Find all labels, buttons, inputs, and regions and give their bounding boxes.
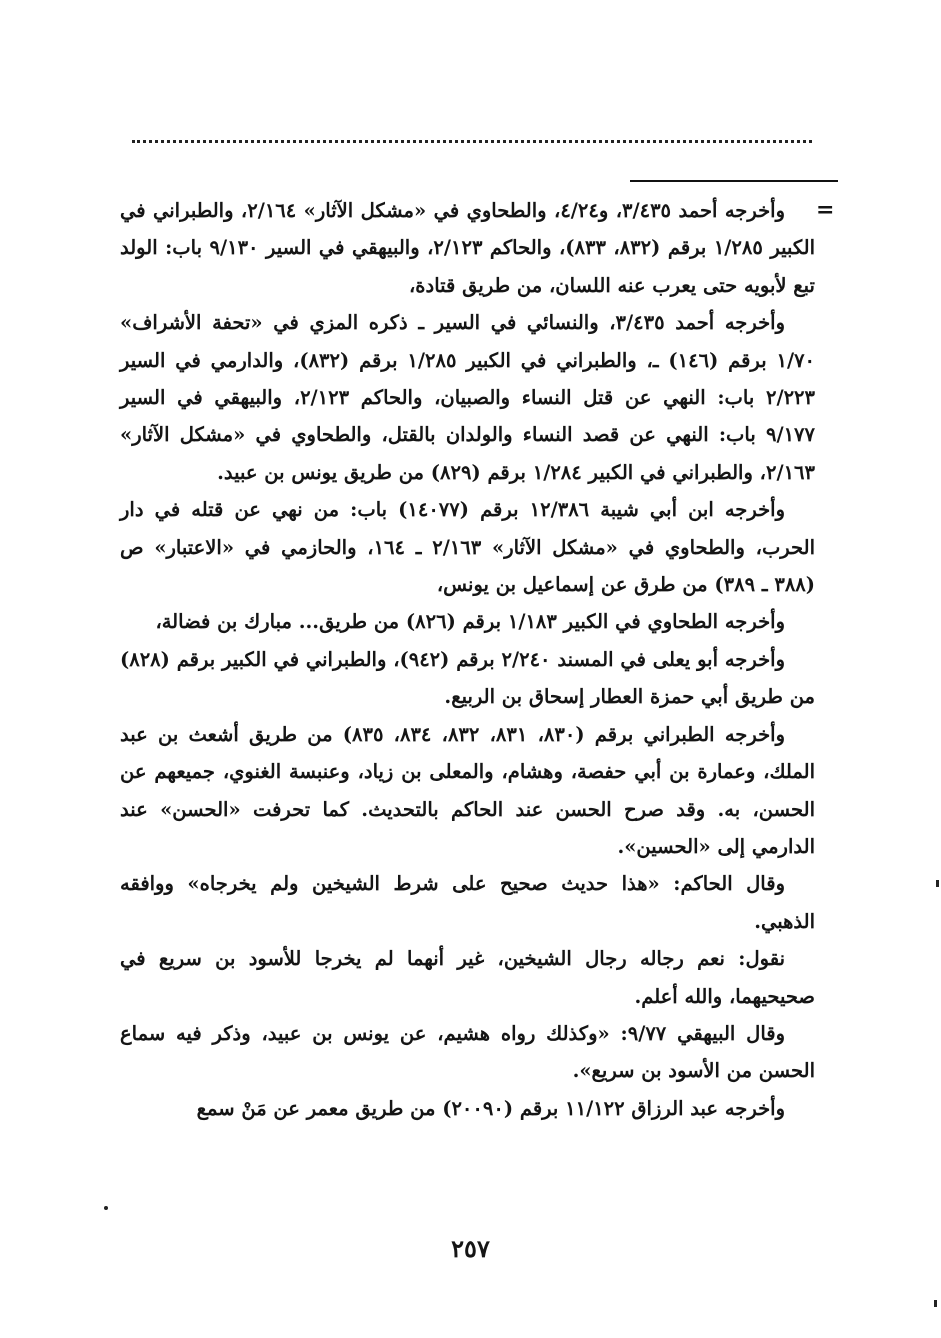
paragraph-10: وأخرجه عبد الرزاق ١١/١٢٢ برقم (٢٠٠٩٠) من طريق معمر عن مَنْ سمع [196, 1096, 785, 1120]
paragraph-6: وأخرجه الطبراني برقم (٨٣٠، ٨٣١، ٨٣٢، ٨٣٤، ٨٣٥) من طريق أشعث بن عبد الملك، وعمارة بن أبي حفصة، وهشام، والمعلى بن زياد، وعنبسة الغنوي، جميعهم عن الحسن، به. وقد صرح الحسن عند الحاكم بالتحديث. كما تحرفت «الحسن» عند الدارمي إلى «الحسين». [120, 722, 815, 858]
paragraph-3: وأخرجه ابن أبي شيبة ١٢/٣٨٦ برقم (١٤٠٧٧) باب: من نهي عن قتله في دار الحرب، والطحاوي في «مشكل الآثار» ٢/١٦٣ ـ ١٦٤، والحازمي في «الاعتبار» ص (٣٨٨ ـ ٣٨٩) من طرق عن إسماعيل بن يونس، [120, 498, 816, 597]
paragraph-7: وقال الحاكم: «هذا حديث صحيح على شرط الشيخين ولم يخرجاه» ووافقه الذهبي. [120, 872, 815, 933]
scan-speck [936, 880, 939, 887]
paragraph-5: وأخرجه أبو يعلى في المسند ٢/٢٤٠ برقم (٩٤٢)، والطبراني في الكبير برقم (٨٢٨) من طريق أبي حمزة العطار إسحاق بن الربيع. [120, 647, 815, 709]
paragraph-4: وأخرجه الطحاوي في الكبير ١/١٨٣ برقم (٨٢٦) من طريق... مبارك بن فضالة، [155, 610, 785, 634]
dotted-separator [132, 140, 812, 147]
scan-speck [934, 1300, 937, 1307]
page-number: ٢٥٧ [451, 1234, 490, 1263]
paragraph-1: وأخرجه أحمد ٣/٤٣٥، و٤/٢٤، والطحاوي في «مشكل الآثار» ٢/١٦٤، والطبراني في الكبير ١/٢٨٥ برقم (٨٣٢، ٨٣٣)، والحاكم ٢/١٢٣، والبيهقي في السير ٩/١٣٠ باب: الولد تبع لأبويه حتى يعرب عنه اللسان، من طريق قتادة، [120, 199, 815, 297]
continuation-mark: = [816, 197, 835, 223]
paragraph-2: وأخرجه أحمد ٣/٤٣٥، والنسائي في السير ـ ذكره المزي في «تحفة الأشراف» ١/٧٠ برقم (١٤٦) ـ، والطبراني في الكبير ١/٢٨٥ برقم (٨٣٢)، والدارمي في السير ٢/٢٢٣ باب: النهي عن قتل النساء والصبيان، والحاكم ٢/١٢٣، والبيهقي في السير ٩/١٧٧ باب: النهي عن قصد النساء والولدان بالقتل، والطحاوي في «مشكل الآثار» ٢/١٦٣، والطبراني في الكبير ١/٢٨٤ برقم (٨٢٩) من طريق يونس بن عبيد. [120, 311, 816, 484]
scan-speck [104, 1206, 108, 1210]
footnote-rule [630, 180, 838, 182]
paragraph-9: وقال البيهقي ٩/٧٧: «وكذلك رواه هشيم، عن يونس بن عبيد، وذكر فيه سماع الحسن من الأسود بن سريع». [120, 1021, 815, 1083]
paragraph-8: نقول: نعم رجاله رجال الشيخين، غير أنهما لم يخرجا للأسود بن سريع في صحيحيهما، والله أعلم. [120, 947, 815, 1008]
footnote-text [120, 192, 815, 1127]
